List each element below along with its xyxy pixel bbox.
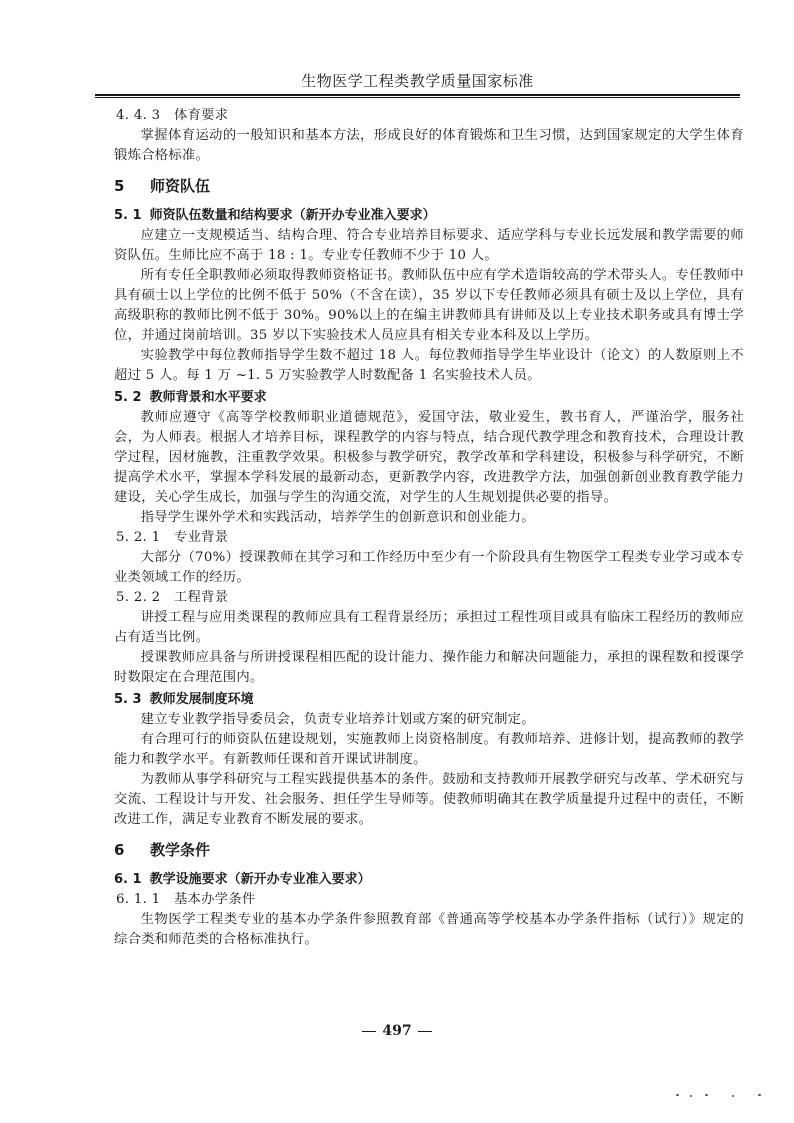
- subsection-heading: [114, 690, 744, 710]
- minor-heading: 5. 2. 1 专业背景: [116, 530, 229, 545]
- paragraph: 应建立一支规模适当、结构合理、符合专业培养目标要求、适应学科与专业长远发展和教学需要的师资队伍。生师比应不高于 18 : 1。专业专任教师不少于 10 人。: [114, 228, 744, 263]
- heading-number: 6: [114, 841, 125, 859]
- heading-text: 师资队伍数量和结构要求（新开办专业准入要求）: [149, 208, 436, 223]
- heading-text: 教师背景和水平要求: [149, 390, 267, 405]
- heading-text: 教学条件: [150, 841, 211, 859]
- heading-number: 5: [114, 177, 125, 195]
- paragraph: 有合理可行的师资队伍建设规划，实施教师上岗资格制度。有教师培养、进修计划，提高教师的教学能力和教学水平。有新教师任课和首开课试讲制度。: [114, 732, 744, 767]
- subsection-heading: [114, 388, 744, 408]
- paragraph: 讲授工程与应用类课程的教师应具有工程背景经历；承担过工程性项目或具有临床工程经历的教师应占有适当比例。: [114, 610, 744, 645]
- running-header: 生物医学工程类教学质量国家标准: [301, 72, 534, 90]
- paragraph: 建立专业教学指导委员会，负责专业培养计划或方案的研究制定。: [140, 712, 535, 727]
- body-content: [114, 106, 744, 950]
- paragraph: 掌握体育运动的一般知识和基本方法，形成良好的体育锻炼和卫生习惯，达到国家规定的大学生体育锻炼合格标准。: [114, 128, 744, 163]
- paragraph: 实验教学中每位教师指导学生数不超过 18 人。每位教师指导学生毕业设计（论文）的人数原则上不超过 5 人。每 1 万 ~1. 5 万实验教学人时数配备 1 名实验技术人员。: [114, 348, 744, 383]
- section-heading: [114, 176, 744, 196]
- minor-heading: 6. 1. 1 基本办学条件: [116, 892, 256, 907]
- subsection-heading: [114, 870, 744, 890]
- minor-heading: 5. 2. 2 工程背景: [116, 590, 229, 605]
- heading-text: 师资队伍: [150, 177, 211, 195]
- paragraph: 大部分（70%）授课教师在其学习和工作经历中至少有一个阶段具有生物医学工程类专业学习或本专业类领域工作的经历。: [114, 550, 744, 585]
- page-number-text: 497: [382, 1023, 412, 1039]
- heading-number: 5. 1: [114, 208, 142, 223]
- minor-heading: 4. 4. 3 体育要求: [116, 108, 229, 123]
- heading-number: 6. 1: [114, 872, 142, 887]
- paragraph: 授课教师应具备与所讲授课程相匹配的设计能力、操作能力和解决问题能力，承担的课程数和授课学时数限定在合理范围内。: [114, 650, 744, 685]
- heading-text: 教师发展制度环境: [149, 692, 254, 707]
- paragraph: 指导学生课外学术和实践活动，培养学生的创新意识和创业能力。: [140, 510, 535, 525]
- heading-text: 教学设施要求（新开办专业准入要求）: [149, 872, 371, 887]
- header-rule-thin: [95, 97, 740, 98]
- section-heading: [114, 840, 744, 860]
- scan-speck: [690, 1095, 692, 1097]
- heading-number: 5. 2: [114, 390, 142, 405]
- heading-number: 5. 3: [114, 692, 142, 707]
- scan-speck: [676, 1094, 679, 1096]
- scan-speck: [732, 1095, 734, 1097]
- page-number: [0, 1023, 794, 1039]
- scan-speck: [758, 1094, 761, 1096]
- paragraph: 生物医学工程类专业的基本办学条件参照教育部《普通高等学校基本办学条件指标（试行）》规定的综合类和师范类的合格标准执行。: [114, 912, 744, 947]
- scan-speck: [705, 1094, 708, 1096]
- subsection-heading: [114, 206, 744, 226]
- page-number-dash-right: [418, 1031, 432, 1032]
- page-number-dash-left: [362, 1031, 376, 1032]
- paragraph: 教师应遵守《高等学校教师职业道德规范》，爱国守法，敬业爱生，教书育人，严谨治学，服务社会，为人师表。根据人才培养目标，课程教学的内容与特点，结合现代教学理念和教育技术，合理设计教学过程，因材施教，注重教学效果。积极参与教学研究，教学改革和学科建设，积极参与科学研究，不断提高学术水平，掌握本学科发展的最新动态，更新教学内容，改进教学方法，加强创新创业教育教学能力建设，关心学生成长，加强与学生的沟通交流，对学生的人生规划提供必要的指导。: [114, 410, 744, 505]
- header-rule-thick: [95, 94, 740, 96]
- paragraph: 所有专任全职教师必须取得教师资格证书。教师队伍中应有学术造诣较高的学术带头人。专任教师中具有硕士以上学位的比例不低于 50%（不含在读），35 岁以下专任教师必须具有硕士及以上学位，具有高级职称的教师比例不低于 30%。90%以上的在编主讲教师具有讲师及以上专业技术职务或具有博士学位，并通过岗前培训。35 岁以下实验技术人员应具有相关专业本科及以上学历。: [114, 268, 744, 343]
- paragraph: 为教师从事学科研究与工程实践提供基本的条件。鼓励和支持教师开展教学研究与改革、学术研究与交流、工程设计与开发、社会服务、担任学生导师等。使教师明确其在教学质量提升过程中的责任，不断改进工作，满足专业教育不断发展的要求。: [114, 772, 744, 827]
